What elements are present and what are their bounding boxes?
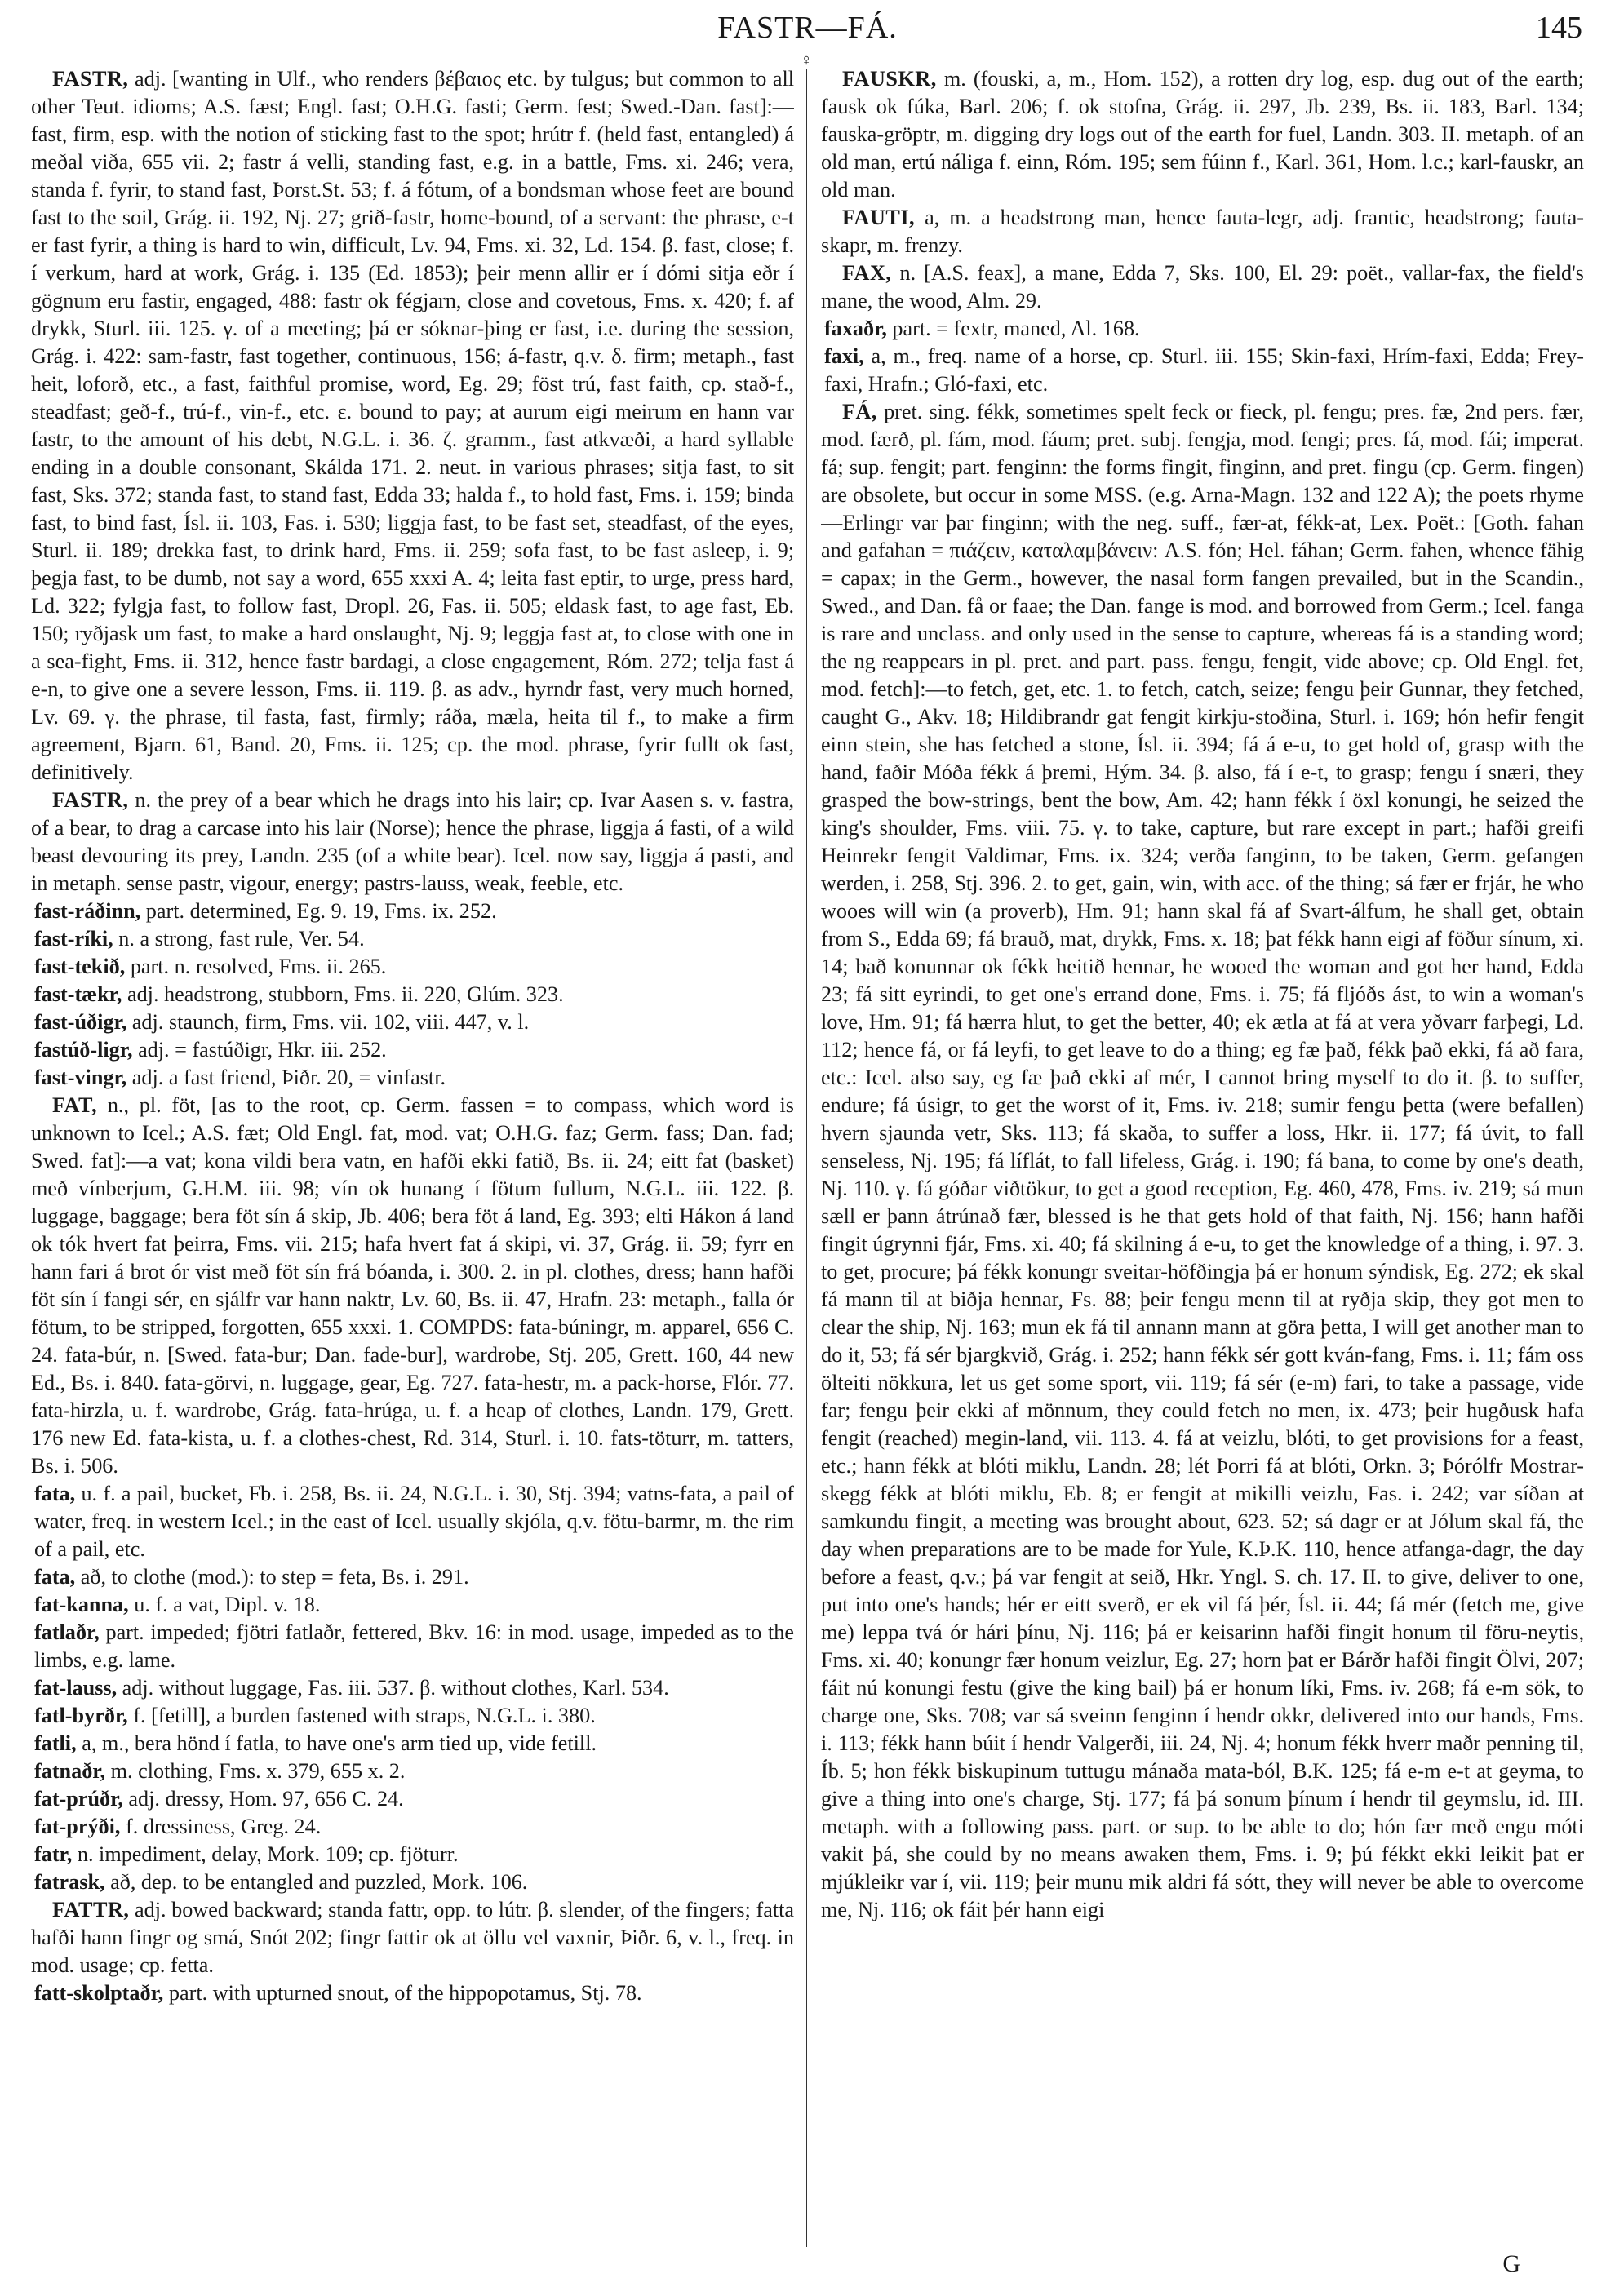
sub-entry	[31, 1730, 794, 1757]
sub-entry	[31, 1036, 794, 1064]
headword: FAT,	[52, 1093, 98, 1117]
entry-text: að, to clothe (mod.): to step = feta, Bs. i. 291.	[75, 1565, 469, 1589]
main-entry	[31, 787, 794, 898]
sub-entry	[31, 1757, 794, 1785]
headword: fast-tekið,	[34, 955, 126, 978]
entry-text: n. a strong, fast rule, Ver. 54.	[113, 927, 365, 951]
column-ornament-icon: ♀	[800, 51, 813, 69]
entry-text: n. impediment, delay, Mork. 109; cp. fjöturr.	[72, 1842, 459, 1866]
headword: FAX,	[842, 261, 892, 285]
sub-entry	[31, 1868, 794, 1896]
sub-entry	[31, 898, 794, 925]
entry-text: adj. without luggage, Fas. iii. 537. β. without clothes, Karl. 534.	[117, 1676, 669, 1700]
entry-text: adj. a fast friend, Þiðr. 20, = vinfastr.	[126, 1066, 446, 1089]
headword: fatli,	[34, 1731, 77, 1755]
sub-entry	[31, 1702, 794, 1730]
signature-mark: G	[1502, 2250, 1520, 2277]
main-entry	[821, 204, 1584, 259]
headword: fatrask,	[34, 1870, 105, 1894]
entry-text: part. = fextr, maned, Al. 168.	[886, 317, 1140, 340]
entry-text: n. [A.S. feax], a mane, Edda 7, Sks. 100, El. 29: poët., vallar-fax, the field's mane, the wood, Alm. 29.	[821, 261, 1584, 312]
sub-entry	[31, 981, 794, 1008]
sub-entry	[31, 1008, 794, 1036]
entry-text: m. (fouski, a, m., Hom. 152), a rotten dry log, esp. dug out of the earth; fausk ok fúka, Barl. 206; f. ok stofna, Grág. ii. 297, Jb. 239, Bs. ii. 183, Barl. 134; fauska-gröptr, m. digging dry logs out of the earth for fuel, Landn. 303. II. metaph. of an old man, ertú náliga f. einn, Róm. 195; sem fúinn f., Karl. 361, Hom. l.c.; karl-fauskr, an old man.	[821, 67, 1584, 202]
main-entry	[821, 398, 1584, 1924]
entry-text: f. dressiness, Greg. 24.	[120, 1815, 322, 1838]
headword: fat-prúðr,	[34, 1787, 123, 1811]
entry-text: part. n. resolved, Fms. ii. 265.	[125, 955, 387, 978]
headword: fatl-byrðr,	[34, 1704, 128, 1727]
headword: fat-kanna,	[34, 1593, 129, 1616]
main-entry	[31, 1092, 794, 1480]
headword: fata,	[34, 1482, 76, 1505]
sub-entry	[31, 1480, 794, 1563]
sub-entry	[821, 343, 1584, 398]
page-number: 145	[1536, 11, 1582, 45]
headword: fat-lauss,	[34, 1676, 118, 1700]
sub-entry	[31, 925, 794, 953]
entry-text: n. the prey of a bear which he drags into his lair; cp. Ivar Aasen s. v. fastra, of a bear, to drag a carcase into his lair (Norse); hence the phrase, liggja á fasti, of a wild beast devouring its prey, Landn. 235 (of a white bear). Icel. now say, liggja á pasti, and in metaph. sense pastr, vigour, energy; pastrs-lauss, weak, feeble, etc.	[31, 788, 794, 895]
sub-entry	[31, 1841, 794, 1868]
main-entry	[31, 1896, 794, 1979]
entry-text: adj. = fastúðigr, Hkr. iii. 252.	[132, 1038, 387, 1062]
headword: FÁ,	[842, 400, 877, 423]
headword: fast-ráðinn,	[34, 899, 141, 923]
sub-entry	[31, 1563, 794, 1591]
headword: FASTR,	[52, 788, 129, 812]
dictionary-columns	[31, 51, 1584, 2260]
headword: faxaðr,	[824, 317, 887, 340]
entry-text: m. clothing, Fms. x. 379, 655 x. 2.	[105, 1759, 406, 1783]
entry-text: u. f. a vat, Dipl. v. 18.	[128, 1593, 321, 1616]
headword: fast-vingr,	[34, 1066, 127, 1089]
entry-text: pret. sing. fékk, sometimes spelt feck or fieck, pl. fengu; pres. fæ, 2nd pers. fær, mod. færð, pl. fám, mod. fáum; pret. subj. fengja, mod. fengi; pres. fá, mod. fái; imperat. fá; sup. fengit; part. fenginn: the forms fingit, finginn, and pret. fingu (cp. Germ. fingen) are obsolete, but occur in some MSS. (e.g. Arna-Magn. 132 and 122 A); the poets rhyme—Erlingr var þar finginn; with the neg. suff., fær-at, fékk-at, Lex. Poët.: [Goth. fahan and gafahan = πιάζειν, καταλαμβάνειν: A.S. fón; Hel. fáhan; Germ. fahen, whence fähig = capax; in the Germ., however, the nasal form fangen prevailed, but in the Scandin., Swed., and Dan. få or faae; the Dan. fange is mod. and borrowed from Germ.; Icel. fanga is rare and unclass. and only used in the sense to capture, whereas fá is a standing word; the ng reappears in pl. pret. and part. pass. fengu, fengit, vide above; cp. Old Engl. fet, mod. fetch]:—to fetch, get, etc. 1. to fetch, catch, seize; fengu þeir Gunnar, they fetched, caught G., Akv. 18; Hildibrandr gat fengit kirkju-stoðina, Sturl. i. 169; hón hefir fengit einn stein, she has fetched a stone, Ísl. ii. 394; fá á e-u, to get hold of, grasp with the hand, faðir Móða fékk á þremi, Hým. 34. β. also, fá í e-t, to grasp; fengu í snæri, they grasped the bow-strings, bent the bow, Am. 42; hann fékk í öxl konungi, he seized the king's shoulder, Fms. viii. 75. γ. to take, capture, but rare except in part.; hafði greifi Heinrekr fengit Valdimar, Fms. ix. 324; verða fanginn, to be taken, Germ. gefangen werden, i. 258, Stj. 396. 2. to get, gain, win, with acc. of the thing; sá fær er frjár, he who wooes will win (a proverb), Hm. 91; hann skal fá af Svart-álfum, he shall get, obtain from S., Edda 69; fá brauð, mat, drykk, Fms. x. 18; þat fékk hann eigi af föður sínum, xi. 14; bað konunnar ok fékk heitið hennar, he wooed the woman and got her hand, Edda 23; fá sitt eyrindi, to get one's errand done, Fms. i. 75; fá fljóðs ást, to win a woman's love, Hm. 91; fá hærra hlut, to get the better, 40; ek ætla at fá at vera yðvarr farþegi, Ld. 112; hence fá, or fá leyfi, to get leave to do a thing; eg fæ það, fékk það ekki, fá að fara, etc.: Icel. also say, eg fæ það ekki af mér, I cannot bring myself to do it. β. to suffer, endure; fá úsigr, to get the worst of it, Fms. iv. 218; sumir fengu þetta (were befallen) hvern sjaunda vetr, Sks. 113; fá skaða, to suffer a loss, Hkr. ii. 177; fá úvit, to fall senseless, Nj. 195; fá líflát, to fall lifeless, Grág. i. 190; fá bana, to come by one's death, Nj. 110. γ. fá góðar viðtökur, to get a good reception, Eg. 460, 478, Fms. iv. 219; sá mun sæll er þann átrúnað fær, blessed is he that gets hold of that faith, Nj. 156; hann hafði fingit úgrynni fjár, Fms. xi. 40; fá skilning á e-u, to get the knowledge of a thing, i. 97. 3. to get, procure; þá fékk konungr sveitar-höfðingja þá er honum sýndisk, Eg. 272; ek skal fá mann til at biðja hennar, Fs. 88; þeir fengu menn til at ryðja skip, they got men to clear the ship, Nj. 163; mun ek fá til annann mann at göra þetta, I will get another man to do it, 53; fá sér bjargkvið, Grág. i. 252; hann fékk sér gott kván-fang, Fms. i. 11; fám oss ölteiti nökkura, let us get some sport, vii. 119; fá sér (e-m) fari, to take a passage, vide far; fengu þeir ekki af mönnum, they could fetch no men, ix. 473; þeir hugðusk hafa fengit (reached) megin-land, vii. 113. 4. fá at veizlu, blóti, to get provisions for a feast, etc.; hann fékk at blóti miklu, Landn. 28; lét Þorri fá at blóti, Orkn. 3; Þórólfr Mostrar-skegg fékk at blóti miklu, Eb. 8; er fengit at mikilli veizlu, Fas. i. 242; var síðan at samkundu fingit, a meeting was brought about, 623. 52; sá dagr er at Jólum skal fá, the day when preparations are to be made for Yule, K.Þ.K. 110, hence atfanga-dagr, the day before a feast, q.v.; þá var fengit at seið, Hkr. Yngl. S. ch. 17. II. to give, deliver to one, put into one's hands; hér er eitt sverð, er ek vil fá þér, Ísl. ii. 44; fá mér (fetch me, give me) leppa tvá ór hári þínu, Nj. 116; þá er keisarinn hafði fingit honum til föru-neytis, Fms. xi. 40; konungr fær honum veizlur, Eg. 27; horn þat er Bárðr hafði fingit Ölvi, 207; fáit nú konungi festu (give the king bail) þá er honum líki, Fms. iv. 268; fá e-m sök, to charge one, Sks. 708; var sá sveinn fenginn í hendr okkr, delivered into our hands, Fms. i. 113; fékk hann búit í hendr Valgerði, iii. 24, Nj. 4; honum fékk hverr maðr penning til, Íb. 5; hon fékk biskupinum tuttugu mánaða mata-ból, B.K. 125; fá e-m e-t at geyma, to give a thing into one's charge, Stj. 177; fá þá sonum þínum í hendr til geymslu, id. III. metaph. with a following pass. part. or sup. to be able to do; hón fær með engu móti vakit þá, she could by no means awaken them, Fms. i. 9; þú fékkt ekki leikit þat er mjúkleikr var í, vii. 119; þeir munu mik aldri fá sótt, they will never be able to overcome me, Nj. 116; ok fáit þér hann eigi	[821, 400, 1584, 1921]
sub-entry	[31, 1979, 794, 2007]
sub-entry	[31, 1785, 794, 1813]
entry-text: a, m. a headstrong man, hence fauta-legr, adj. frantic, headstrong; fauta-skapr, m. frenzy.	[821, 206, 1584, 257]
entry-text: adj. headstrong, stubborn, Fms. ii. 220, Glúm. 323.	[122, 982, 564, 1006]
headword: fast-ríki,	[34, 927, 113, 951]
left-column	[31, 65, 794, 2260]
main-entry	[821, 259, 1584, 315]
headword: fatt-skolptaðr,	[34, 1981, 164, 2005]
sub-entry	[31, 1813, 794, 1841]
main-entry	[821, 65, 1584, 204]
headword: faxi,	[824, 344, 864, 368]
running-head: FASTR—FÁ.	[717, 11, 898, 45]
entry-text: f. [fetill], a burden fastened with straps, N.G.L. i. 380.	[127, 1704, 596, 1727]
headword: FAUTI,	[842, 206, 916, 229]
main-entry	[31, 65, 794, 787]
entry-text: u. f. a pail, bucket, Fb. i. 258, Bs. ii. 24, N.G.L. i. 30, Stj. 394; vatns-fata, a pail of water, freq. in western Icel.; in the east of Icel. usually skjóla, q.v. fötu-barmr, m. the rim of a pail, etc.	[34, 1482, 794, 1561]
entry-text: part. determined, Eg. 9. 19, Fms. ix. 252.	[140, 899, 497, 923]
sub-entry	[31, 1674, 794, 1702]
sub-entry	[821, 315, 1584, 343]
headword: fata,	[34, 1565, 76, 1589]
sub-entry	[31, 953, 794, 981]
headword: fatr,	[34, 1842, 73, 1866]
entry-text: adj. dressy, Hom. 97, 656 C. 24.	[122, 1787, 404, 1811]
headword: fast-úðigr,	[34, 1010, 127, 1034]
entry-text: a, m., freq. name of a horse, cp. Sturl. iii. 155; Skin-faxi, Hrím-faxi, Edda; Frey-faxi, Hrafn.; Gló-faxi, etc.	[824, 344, 1584, 396]
right-column	[821, 65, 1584, 2260]
headword: FASTR,	[52, 67, 129, 91]
headword: fat-prýði,	[34, 1815, 121, 1838]
headword: FATTR,	[52, 1898, 130, 1921]
sub-entry	[31, 1064, 794, 1092]
entry-text: part. with upturned snout, of the hippopotamus, Stj. 78.	[163, 1981, 642, 2005]
entry-text: adj. staunch, firm, Fms. vii. 102, viii. 447, v. l.	[126, 1010, 530, 1034]
sub-entry	[31, 1591, 794, 1619]
entry-text: a, m., bera hönd í fatla, to have one's arm tied up, vide fetill.	[76, 1731, 597, 1755]
entry-text: n., pl. föt, [as to the root, cp. Germ. fassen = to compass, which word is unknown to Icel.; A.S. fæt; Old Engl. fat, mod. vat; O.H.G. faz; Germ. fass; Dan. fad; Swed. fat]:—a vat; kona vildi bera vatn, en hafði ekki fatið, Bs. ii. 24; eitt fat (basket) með vínberjum, G.H.M. iii. 98; vín ok hunang í fötum fullum, N.G.L. iii. 122. β. luggage, baggage; bera föt sín á skip, Jb. 406; bera föt á land, Eg. 393; elti Hákon á land ok tók hvert fat þeirra, Fms. vii. 215; hafa hvert fat á skipi, vi. 37, Grág. ii. 59; fyrr en hann fari á brot ór vist með föt sín frá bóanda, i. 300. 2. in pl. clothes, dress; hann hafði föt sín í fangi sér, en sjálfr var hann naktr, Lv. 60, Bs. ii. 47, Hrafn. 23: metaph., falla ór fötum, to be stripped, forgotten, 655 xxxi. 1. COMPDS: fata-búningr, m. apparel, 656 C. 24. fata-búr, n. [Swed. fata-bur; Dan. fade-bur], wardrobe, Stj. 205, Grett. 160, 44 new Ed., Bs. i. 840. fata-görvi, n. luggage, gear, Eg. 727. fata-hestr, m. a pack-horse, Flór. 77. fata-hirzla, u. f. wardrobe, Grág. fata-hrúga, u. f. a heap of clothes, Landn. 179, Grett. 176 new Ed. fata-kista, u. f. a clothes-chest, Rd. 314, Sturl. i. 10. fats-töturr, m. tatters, Bs. i. 506.	[31, 1093, 794, 1478]
entry-text: að, dep. to be entangled and puzzled, Mork. 106.	[104, 1870, 528, 1894]
headword: fatlaðr,	[34, 1620, 100, 1644]
column-divider	[806, 69, 807, 2247]
headword: FAUSKR,	[842, 67, 937, 91]
entry-text: part. impeded; fjötri fatlaðr, fettered, Bkv. 16: in mod. usage, impeded as to the limbs, e.g. lame.	[34, 1620, 794, 1672]
sub-entry	[31, 1619, 794, 1674]
entry-text: adj. bowed backward; standa fattr, opp. to lútr. β. slender, of the fingers; fatta hafði hann fingr og smá, Snót 202; fingr fattir ok at öllu vel vaxnir, Þiðr. 6, v. l., freq. in mod. usage; cp. fetta.	[31, 1898, 794, 1977]
headword: fatnaðr,	[34, 1759, 106, 1783]
headword: fastúð-ligr,	[34, 1038, 133, 1062]
headword: fast-tækr,	[34, 982, 122, 1006]
entry-text: adj. [wanting in Ulf., who renders βέβαιος etc. by tulgus; but common to all other Teut. idioms; A.S. fæst; Engl. fast; O.H.G. fasti; Germ. fest; Swed.-Dan. fast]:—fast, firm, esp. with the notion of sticking fast to the spot; hrútr f. (held fast, entangled) á meðal viða, 655 vii. 2; fastr á velli, standing fast, e.g. in a battle, Fms. xi. 246; vera, standa f. fyrir, to stand fast, Þorst.St. 53; f. á fótum, of a bondsman whose feet are bound fast to the soil, Grág. ii. 192, Nj. 27; grið-fastr, home-bound, of a servant: the phrase, e-t er fast fyrir, a thing is hard to win, difficult, Lv. 94, Fms. xi. 32, Ld. 154. β. fast, close; f. í verkum, hard at work, Grág. i. 135 (Ed. 1853); þeir menn allir er í dómi sitja eðr í gögnum eru fastir, engaged, 488: fastr ok fégjarn, close and covetous, Fms. x. 420; f. af drykk, Sturl. iii. 125. γ. of a meeting; þá er sóknar-þing er fast, i.e. during the session, Grág. i. 422: sam-fastr, fast together, continuous, 156; á-fastr, q.v. δ. firm; metaph., fast heit, loforð, etc., a fast, faithful promise, word, Eg. 29; föst trú, fast faith, cp. stað-f., steadfast; geð-f., trú-f., vin-f., etc. ε. bound to pay; at aurum eigi meirum en hann var fastr, to the amount of his debt, N.G.L. i. 36. ζ. gramm., fast atkvæði, a hard syllable ending in a double consonant, Skálda 171. 2. neut. in various phrases; sitja fast, to sit fast, Sks. 372; standa fast, to stand fast, Edda 33; halda f., to hold fast, Fms. i. 159; binda fast, to bind fast, Ísl. ii. 103, Fas. i. 530; liggja fast, to be fast set, steadfast, of the eyes, Sturl. ii. 189; drekka fast, to drink hard, Fms. ii. 259; sofa fast, to be fast asleep, i. 9; þegja fast, to be dumb, not say a word, 655 xxxi A. 4; leita fast eptir, to urge, press hard, Ld. 322; fylgja fast, to follow fast, Dropl. 26, Fas. ii. 505; eldask fast, to age fast, Eb. 150; ryðjask um fast, to make a hard onslaught, Nj. 9; leggja fast at, to close with one in a sea-fight, Fms. ii. 312, hence fastr bardagi, a close engagement, Róm. 272; telja fast á e-n, to give one a severe lesson, Fms. ii. 119. β. as adv., hyrndr fast, very much horned, Lv. 69. γ. the phrase, til fasta, fast, firmly; ráða, mæla, heita til f., to make a firm agreement, Bjarn. 61, Band. 20, Fms. ii. 125; cp. the mod. phrase, fyrir fullt ok fast, definitively.	[31, 67, 794, 784]
